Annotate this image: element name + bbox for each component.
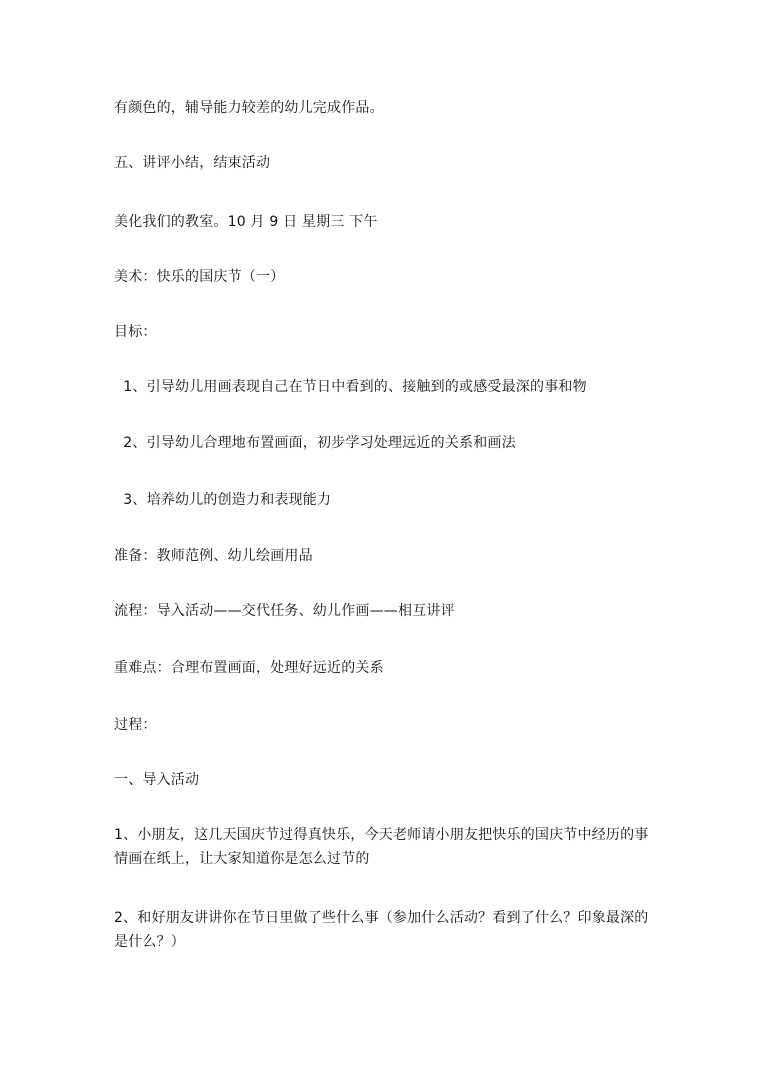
paragraph-date-line: 美化我们的教室。10 月 9 日 星期三 下午	[114, 214, 378, 230]
heading-procedure: 过程：	[114, 717, 157, 733]
paragraph-intro-step-2: 2、和好朋友讲讲你在节日里做了些什么事（参加什么活动？看到了什么？印象最深的是什么？）	[114, 910, 649, 950]
goal-item-2: 2、引导幼儿合理地布置画面，初步学习处理远近的关系和画法	[114, 435, 516, 451]
heading-intro-activity: 一、导入活动	[114, 772, 200, 788]
paragraph-intro-step-1: 1、小朋友，这几天国庆节过得真快乐，今天老师请小朋友把快乐的国庆节中经历的事情画在纸上，让大家知道你是怎么过节的	[114, 827, 649, 867]
heading-goals: 目标：	[114, 324, 157, 340]
goal-item-1: 1、引导幼儿用画表现自己在节日中看到的、接触到的或感受最深的事和物	[114, 379, 587, 395]
paragraph-process-flow: 流程：导入活动——交代任务、幼儿作画——相互讲评	[114, 603, 455, 619]
goal-item-3: 3、培养幼儿的创造力和表现能力	[114, 492, 332, 508]
paragraph-preparation: 准备：教师范例、幼儿绘画用品	[114, 548, 313, 564]
heading-section-five: 五、讲评小结，结束活动	[114, 155, 271, 171]
lesson-title: 美术：快乐的国庆节（一）	[114, 269, 285, 285]
paragraph-coloring-help: 有颜色的，辅导能力较差的幼儿完成作品。	[114, 100, 384, 116]
paragraph-key-points: 重难点：合理布置画面，处理好远近的关系	[114, 660, 384, 676]
